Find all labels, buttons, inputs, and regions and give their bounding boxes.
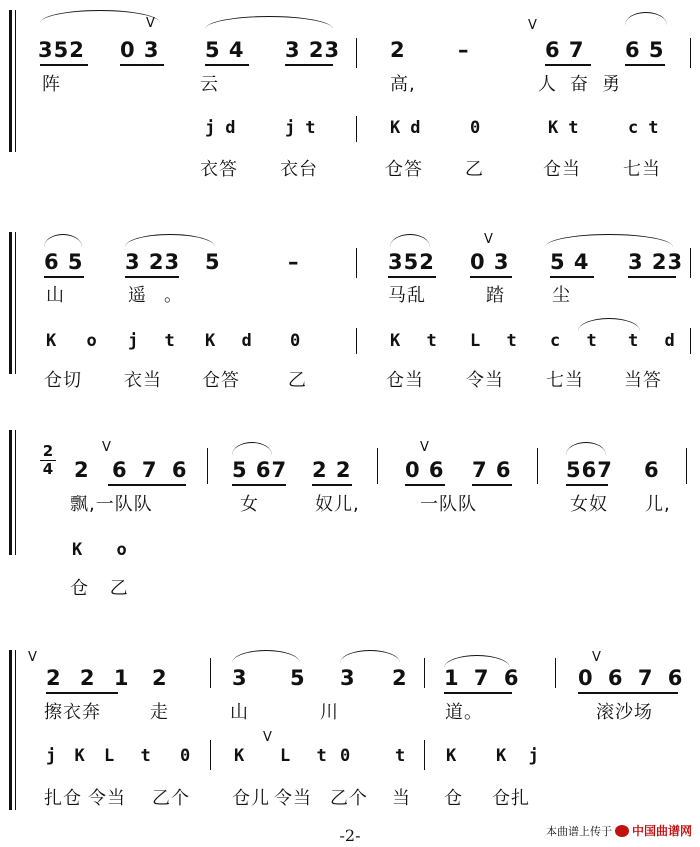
percussion-mnemonic: 当答 [624, 370, 662, 391]
percussion-symbol: K [234, 746, 246, 766]
percussion-symbol: 0 [470, 118, 482, 138]
note-group: 6 7 [545, 38, 585, 62]
page-number: -2- [339, 826, 361, 845]
percussion-symbol: jd [205, 118, 246, 138]
underline-beam [578, 692, 678, 694]
percussion-symbol: Kt [548, 118, 589, 138]
percussion-symbol: K t [390, 331, 445, 351]
percussion-symbol: L t [280, 746, 335, 766]
percussion-mnemonic: 乙 [465, 159, 484, 180]
lyric: 尘 [552, 285, 571, 306]
percussion-symbol: t [395, 746, 407, 766]
slur [232, 650, 300, 663]
system-bracket [9, 650, 12, 810]
lyric: 儿, [645, 494, 671, 515]
breath-mark: V [146, 16, 155, 31]
watermark-text: 本曲谱上传于 [545, 824, 612, 838]
percussion-mnemonic: 令当 [88, 788, 126, 809]
percussion-mnemonic: 衣答 [200, 159, 238, 180]
note-group: – [458, 38, 470, 62]
lyric: 女 [240, 494, 259, 515]
note-group: 2 [74, 458, 90, 482]
note-group: 6 5 [44, 250, 84, 274]
percussion-symbol: K [446, 746, 458, 766]
note-group: 3 23 [628, 250, 684, 274]
percussion-mnemonic: 仓扎 [492, 788, 530, 809]
lyric: 川 [320, 702, 339, 723]
breath-mark: V [263, 730, 272, 745]
percussion-symbol: K d [205, 331, 260, 351]
percussion-symbol: 0 [340, 746, 352, 766]
lyric: 踏 [486, 285, 505, 306]
lyric: 云 [200, 74, 219, 95]
percussion-symbol: j t [128, 331, 183, 351]
note-group: 1 7 6 [444, 666, 523, 690]
lyric: 阵 [42, 74, 61, 95]
breath-mark: V [28, 650, 37, 665]
note-group: 2 [392, 666, 408, 690]
note-group: 0 3 [120, 38, 160, 62]
note-group: 3 [232, 666, 248, 690]
note-group: 352 [38, 38, 85, 62]
note-group: 5 4 [205, 38, 245, 62]
slur [340, 650, 400, 663]
percussion-symbol: L t [470, 331, 525, 351]
underline-beam [444, 692, 512, 694]
lyric: 道。 [445, 702, 483, 723]
note-group: 0 3 [470, 250, 510, 274]
note-group: 0 6 7 6 [578, 666, 687, 690]
percussion-mnemonic: 仓 乙 [70, 578, 136, 599]
lyric: 奴儿, [315, 494, 360, 515]
watermark[interactable] [546, 822, 692, 839]
barline [210, 740, 211, 770]
percussion-mnemonic: 衣当 [124, 370, 162, 391]
note-group: 2 2 [312, 458, 352, 482]
barline [424, 740, 425, 770]
note-group: 3 23 [285, 38, 341, 62]
note-group: 5 [205, 250, 221, 274]
note-group: 2 [390, 38, 406, 62]
note-group: 5 4 [550, 250, 590, 274]
percussion-symbol: 0 [290, 331, 302, 351]
lyric: 飘,一队队 [70, 494, 153, 515]
percussion-symbol: K j [496, 746, 545, 766]
percussion-symbol: Kd [390, 118, 431, 138]
note-group: 352 [388, 250, 435, 274]
underline-beam [46, 692, 118, 694]
note-group: 2 2 1 [46, 666, 135, 690]
time-signature-bottom: 4 [42, 460, 54, 478]
note-group: 3 [340, 666, 356, 690]
barline [210, 658, 211, 688]
lyric: 人奋勇 [538, 74, 634, 95]
time-signature-top: 2 [42, 442, 54, 460]
note-group: 7 6 [472, 458, 512, 482]
breath-mark: V [592, 650, 601, 665]
lyric: 马乱 [388, 285, 426, 306]
percussion-mnemonic: 仓答 [385, 159, 423, 180]
watermark-site[interactable]: 中国曲谱网 [631, 824, 692, 838]
note-group: – [288, 250, 300, 274]
percussion-mnemonic: 令当 [274, 788, 312, 809]
percussion-mnemonic: 仓儿 [232, 788, 270, 809]
note-group: 3 23 [125, 250, 181, 274]
breath-mark: V [484, 232, 493, 247]
site-logo-icon [615, 825, 629, 837]
note-group: 567 [566, 458, 613, 482]
lyric: 山 [230, 702, 249, 723]
breath-mark: V [528, 18, 537, 33]
percussion-mnemonic: 扎仓 [44, 788, 82, 809]
percussion-mnemonic: 乙个 [152, 788, 190, 809]
percussion-symbol: c t [550, 331, 605, 351]
lyric: 擦衣奔 [44, 702, 101, 723]
percussion-mnemonic: 令当 [466, 370, 504, 391]
note-group: 6 5 [625, 38, 665, 62]
breath-mark: V [420, 440, 429, 455]
percussion-mnemonic: 七当 [546, 370, 584, 391]
barline [555, 658, 556, 688]
lyric: 遥。 [128, 285, 200, 306]
lyric: 滚沙场 [596, 702, 653, 723]
percussion-symbol: ct [628, 118, 669, 138]
note-group: 2 [152, 666, 168, 690]
lyric: 一队队 [420, 494, 477, 515]
lyric: 高, [390, 74, 416, 95]
percussion-mnemonic: 衣台 [280, 159, 318, 180]
percussion-symbol: K o [46, 331, 107, 351]
percussion-mnemonic: 七当 [623, 159, 661, 180]
percussion-symbol: t d [628, 331, 683, 351]
note-group: 6 [644, 458, 660, 482]
breath-mark: V [102, 440, 111, 455]
percussion-mnemonic: 仓当 [543, 159, 581, 180]
system-bracket-inner [15, 650, 16, 810]
percussion-mnemonic: 乙 [288, 370, 307, 391]
percussion-mnemonic: 仓答 [202, 370, 240, 391]
percussion-symbol: K o [72, 540, 139, 560]
percussion-symbol: j K [46, 746, 89, 766]
note-group: 5 67 [232, 458, 288, 482]
percussion-symbol: jt [285, 118, 326, 138]
barline [424, 658, 425, 688]
percussion-symbol: L t [104, 746, 159, 766]
note-group: 0 6 [405, 458, 445, 482]
percussion-mnemonic: 仓切 [44, 370, 82, 391]
lyric: 山 [46, 285, 65, 306]
percussion-mnemonic: 当 [392, 788, 411, 809]
lyric: 走 [150, 702, 169, 723]
percussion-mnemonic: 仓 [444, 788, 463, 809]
percussion-mnemonic: 仓当 [386, 370, 424, 391]
percussion-symbol: 0 [180, 746, 192, 766]
note-group: 5 [290, 666, 306, 690]
note-group: 6 7 6 [112, 458, 191, 482]
lyric: 女奴 [570, 494, 608, 515]
percussion-mnemonic: 乙个 [330, 788, 368, 809]
